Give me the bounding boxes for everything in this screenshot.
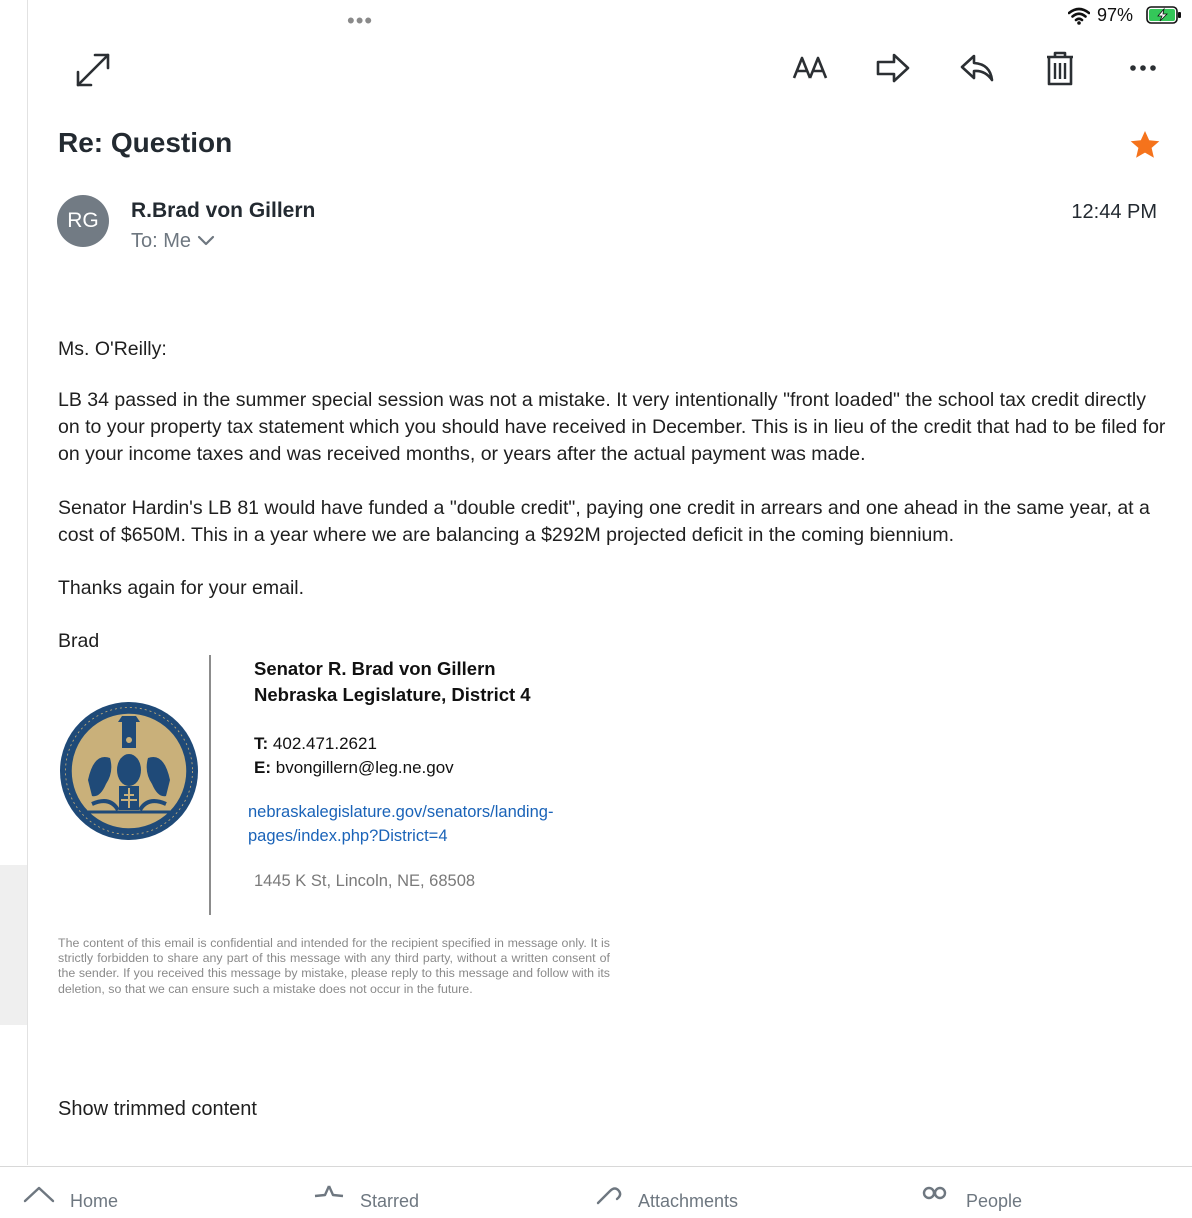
legislature-seal-logo bbox=[58, 700, 200, 842]
email-paragraph: Senator Hardin's LB 81 would have funded a "double credit", paying one credit in arrears and one ahead in the same year, at a cost of $650M. This in a year where we are balancing a $292M projected deficit in the coming biennium. bbox=[58, 497, 1150, 546]
email-timestamp: 12:44 PM bbox=[1071, 201, 1157, 223]
sidebar-collapse-handle[interactable] bbox=[0, 865, 27, 1025]
email-greeting: Ms. O'Reilly: bbox=[58, 338, 167, 360]
tab-label: Attachments bbox=[638, 1191, 739, 1211]
battery-percent: 97% bbox=[1097, 5, 1134, 25]
tab-home[interactable] bbox=[22, 1183, 118, 1218]
chevron-down-icon bbox=[197, 230, 215, 253]
email-label: E: bbox=[254, 758, 271, 777]
text-size-icon[interactable] bbox=[791, 48, 831, 88]
signature-address: 1445 K St, Lincoln, NE, 68508 bbox=[254, 872, 476, 890]
star-outline-icon bbox=[312, 1183, 346, 1218]
avatar-initials: RG bbox=[67, 209, 99, 232]
star-icon[interactable] bbox=[1129, 129, 1161, 161]
tab-starred[interactable] bbox=[312, 1183, 419, 1218]
email-subject: Re: Question bbox=[58, 127, 233, 158]
signature-title: Nebraska Legislature, District 4 bbox=[254, 684, 531, 705]
signature-divider bbox=[209, 655, 211, 915]
forward-icon[interactable] bbox=[873, 48, 913, 88]
wifi-icon bbox=[1068, 7, 1090, 25]
email-closing: Thanks again for your email. bbox=[58, 577, 305, 599]
reply-icon[interactable] bbox=[957, 48, 997, 88]
signature-email[interactable]: bvongillern@leg.ne.gov bbox=[275, 758, 454, 777]
recipients-label: To: Me bbox=[131, 230, 192, 252]
trash-icon[interactable] bbox=[1040, 48, 1080, 88]
expand-icon[interactable] bbox=[73, 50, 113, 90]
tab-people[interactable] bbox=[918, 1183, 1022, 1218]
recipients-toggle[interactable] bbox=[131, 230, 215, 253]
website-line-1[interactable]: nebraskalegislature.gov/senators/landing- bbox=[248, 803, 554, 821]
email-paragraph: LB 34 passed in the summer special session was not a mistake. It very intentionally "front loaded" the school tax credit directly on to your property tax statement which you should have received in December. This is in lieu of the credit that had to be filed for on your income taxes and was received months, or years after the actual payment was made. bbox=[58, 389, 1166, 465]
email-signoff: Brad bbox=[58, 630, 100, 652]
signature-phone[interactable]: 402.471.2621 bbox=[272, 734, 377, 753]
signature-contact bbox=[254, 732, 454, 780]
tab-attachments[interactable] bbox=[590, 1183, 738, 1218]
phone-label: T: bbox=[254, 734, 269, 753]
more-icon[interactable] bbox=[1123, 48, 1163, 88]
people-icon bbox=[918, 1183, 952, 1218]
tab-label: Home bbox=[70, 1191, 119, 1211]
website-line-2[interactable]: pages/index.php?District=4 bbox=[248, 827, 448, 845]
show-trimmed-content-link[interactable]: Show trimmed content bbox=[58, 1098, 257, 1120]
signature-website-link[interactable] bbox=[248, 800, 608, 848]
left-rail-divider bbox=[27, 0, 28, 1165]
avatar[interactable] bbox=[57, 195, 109, 247]
multitasking-dots[interactable]: ••• bbox=[347, 8, 374, 33]
paperclip-icon bbox=[590, 1183, 624, 1218]
confidentiality-disclaimer: The content of this email is confidential and intended for the recipient specified in message only. It is strictly forbidden to share any part of this message with any third party, without a written consent of the sender. If you received this message by mistake, please reply to this message and follow with its deletion, so that we can ensure such a mistake does not occur in the future. bbox=[58, 936, 610, 996]
tab-label: Starred bbox=[360, 1191, 420, 1211]
signature-name: Senator R. Brad von Gillern bbox=[254, 658, 496, 679]
tab-label: People bbox=[966, 1191, 1023, 1211]
signature-name-block bbox=[254, 656, 531, 708]
battery-charging-icon bbox=[1146, 6, 1182, 24]
sender-name[interactable]: R.Brad von Gillern bbox=[131, 199, 316, 222]
home-icon bbox=[22, 1183, 56, 1218]
